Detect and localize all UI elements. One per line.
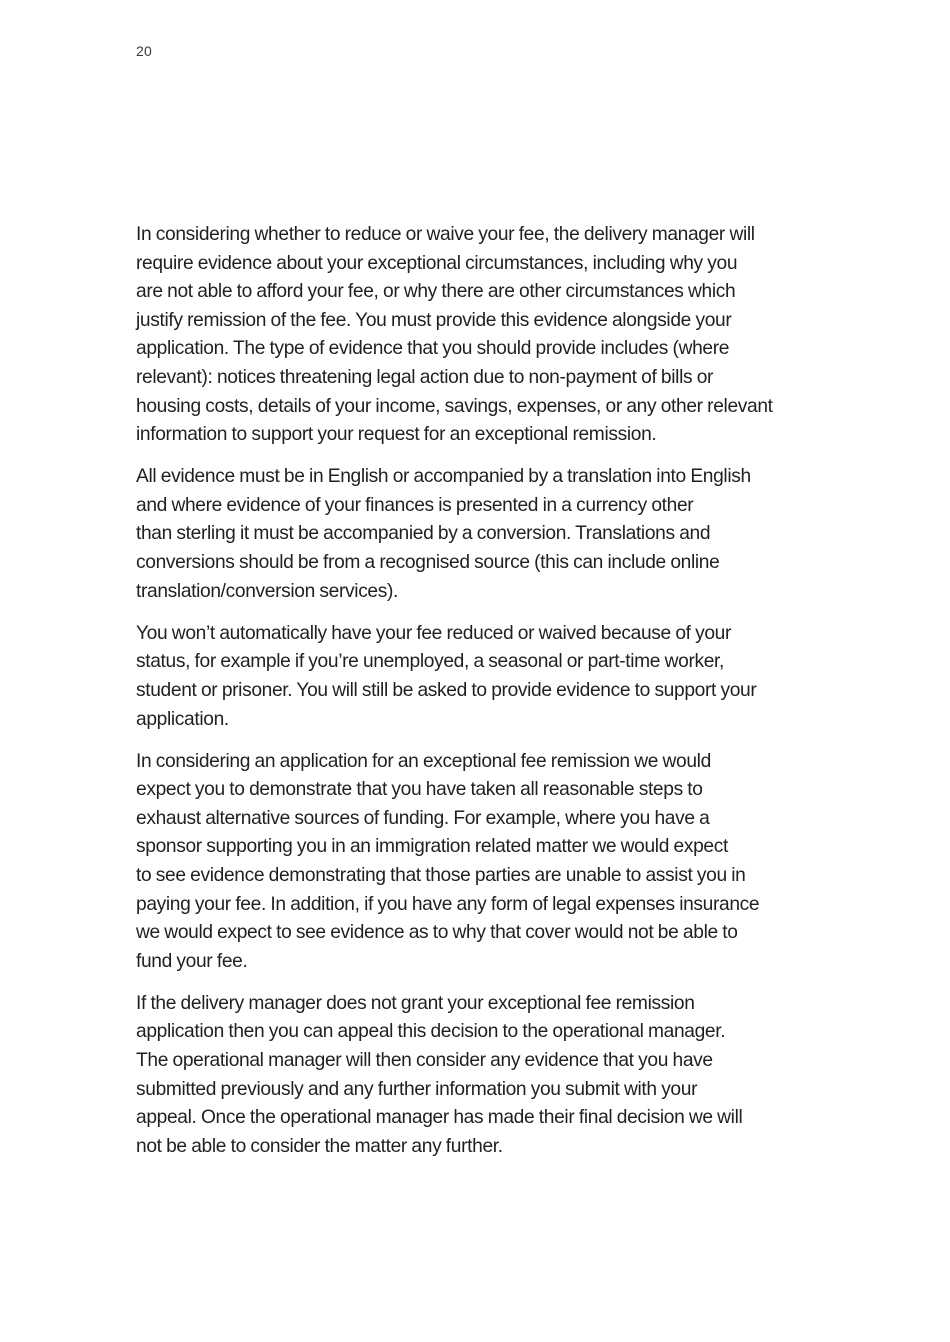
text-line: relevant): notices threatening legal action due to non-payment of bills or [136,366,714,388]
text-line: fund your fee. [136,950,248,972]
text-line: appeal. Once the operational manager has made their final decision we will [136,1107,743,1129]
document-body [136,221,826,1175]
text-line: to see evidence demonstrating that those parties are unable to assist you in [136,864,746,886]
text-line: conversions should be from a recognised source (this can include online [136,552,720,574]
paragraph-appeal-process [136,990,826,1162]
text-line: we would expect to see evidence as to why that cover would not be able to [136,922,738,944]
paragraph-english-translation [136,463,826,606]
paragraph-status-not-automatic [136,620,826,734]
text-line: application. [136,708,229,730]
text-line: application then you can appeal this decision to the operational manager. [136,1021,726,1043]
text-line: status, for example if you’re unemployed, a seasonal or part-time worker, [136,651,725,673]
text-line: You won’t automatically have your fee reduced or waived because of your [136,622,732,644]
text-line: housing costs, details of your income, savings, expenses, or any other relevant [136,395,773,417]
text-line: exhaust alternative sources of funding. For example, where you have a [136,807,710,829]
text-line: justify remission of the fee. You must provide this evidence alongside your [136,309,732,331]
text-line: student or prisoner. You will still be asked to provide evidence to support your [136,679,757,701]
text-line: expect you to demonstrate that you have taken all reasonable steps to [136,779,703,801]
text-line: sponsor supporting you in an immigration related matter we would expect [136,836,728,858]
text-line: and where evidence of your finances is presented in a currency other [136,494,694,516]
text-line: submitted previously and any further information you submit with your [136,1078,698,1100]
page-number: 20 [136,43,152,59]
text-line: than sterling it must be accompanied by a conversion. Translations and [136,523,711,545]
text-line: In considering whether to reduce or waive your fee, the delivery manager will [136,224,755,245]
text-line: In considering an application for an exceptional fee remission we would [136,750,711,772]
text-line: translation/conversion services). [136,580,399,602]
text-line: paying your fee. In addition, if you have any form of legal expenses insurance [136,893,760,915]
text-line: require evidence about your exceptional circumstances, including why you [136,252,738,274]
text-line: The operational manager will then consider any evidence that you have [136,1050,713,1072]
text-line: If the delivery manager does not grant your exceptional fee remission [136,992,695,1014]
text-line: not be able to consider the matter any further. [136,1135,503,1157]
paragraph-evidence-requirements [136,221,826,450]
text-line: are not able to afford your fee, or why there are other circumstances which [136,281,736,303]
paragraph-alternative-funding [136,748,826,977]
text-line: All evidence must be in English or accompanied by a translation into English [136,466,751,488]
text-line: application. The type of evidence that you should provide includes (where [136,338,730,360]
text-line: information to support your request for an exceptional remission. [136,424,657,446]
